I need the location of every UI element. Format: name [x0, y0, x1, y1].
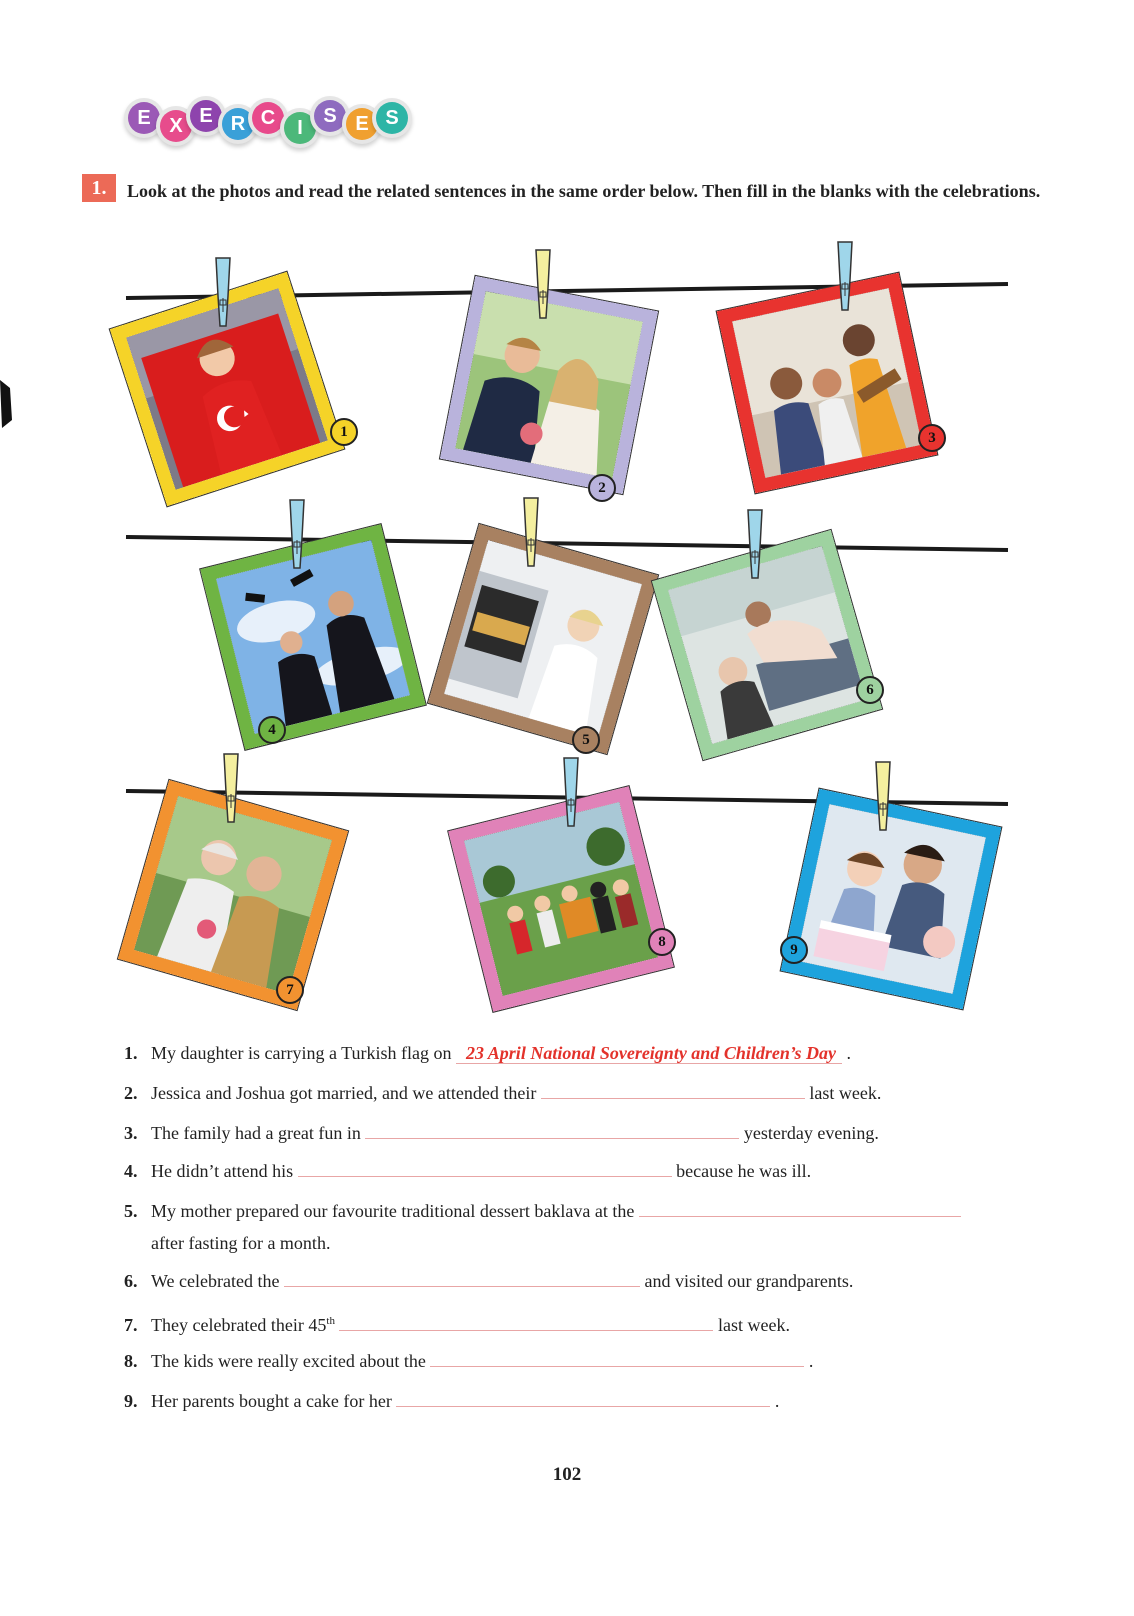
photo-number-badge: 2 — [588, 474, 616, 502]
photo-image — [464, 802, 658, 996]
question-number: 1. — [82, 174, 116, 202]
logo-letter-bubble: S — [314, 100, 346, 132]
photo-image — [796, 804, 986, 994]
sentence-text-before: Jessica and Joshua got married, and we attended their — [151, 1083, 537, 1103]
answer-blank[interactable] — [298, 1158, 672, 1177]
ordinal-suffix: th — [326, 1315, 335, 1327]
answer-blank[interactable] — [339, 1312, 713, 1331]
clothespin-icon — [522, 496, 540, 568]
sentence-number: 9. — [124, 1391, 138, 1411]
photo-number-badge: 1 — [330, 418, 358, 446]
sentence-text-before: The family had a great fun in — [151, 1123, 361, 1143]
sentence-continuation: after fasting for a month. — [151, 1233, 331, 1253]
sentence-text-before: He didn’t attend his — [151, 1161, 294, 1181]
logo-letter-bubble: E — [346, 108, 378, 140]
example-answer: 23 April National Sovereignty and Children’s Day — [456, 1043, 842, 1064]
photo-frame — [717, 273, 938, 494]
logo-letter-bubble: R — [222, 108, 254, 140]
photo-image — [732, 288, 922, 478]
page-number: 102 — [552, 1464, 582, 1485]
sentence-text-before: We celebrated the — [151, 1271, 280, 1291]
sentence-number: 3. — [124, 1123, 138, 1143]
question-instruction: Look at the photos and read the related sentences in the same order below. Then fill in the blanks with the celebrations. — [127, 181, 1041, 201]
photo-number-badge: 3 — [918, 424, 946, 452]
sentence-4 — [124, 1158, 811, 1184]
clothespin-icon — [222, 752, 240, 824]
photo-number-badge: 8 — [648, 928, 676, 956]
photo-number-badge: 9 — [780, 936, 808, 964]
sentence-text-after: last week. — [809, 1083, 882, 1103]
clothespin-icon — [746, 508, 764, 580]
sentence-text-after: and visited our grandparents. — [644, 1271, 854, 1291]
sentence-9 — [124, 1388, 779, 1414]
sentence-2 — [124, 1080, 881, 1106]
sentence-number: 5. — [124, 1201, 138, 1221]
photo-number-badge: 4 — [258, 716, 286, 744]
photo-number-badge: 7 — [276, 976, 304, 1004]
sentence-text-before: Her parents bought a cake for her — [151, 1391, 392, 1411]
photo-number-badge: 5 — [572, 726, 600, 754]
photo-friends-party — [717, 273, 938, 494]
answer-blank[interactable] — [541, 1080, 805, 1099]
sentence-7 — [124, 1308, 790, 1334]
clothespin-icon — [836, 240, 854, 312]
logo-letter-bubble: E — [128, 102, 160, 134]
sentence-text-after: . — [774, 1391, 780, 1411]
sentence-number: 7. — [124, 1315, 138, 1335]
sentence-number: 4. — [124, 1161, 138, 1181]
answer-blank[interactable] — [284, 1268, 640, 1287]
photo-image — [216, 540, 410, 734]
photo-image — [444, 540, 642, 738]
sentence-text-before: My daughter is carrying a Turkish flag on — [151, 1043, 456, 1063]
answer-blank[interactable] — [365, 1120, 739, 1139]
answer-blank[interactable] — [430, 1348, 804, 1367]
sentence-number: 1. — [124, 1043, 138, 1063]
sentence-number: 8. — [124, 1351, 138, 1371]
logo-letter-bubble: E — [190, 100, 222, 132]
sentence-text-after: last week. — [717, 1315, 790, 1335]
clothespin-icon — [288, 498, 306, 570]
sentence-text-after: because he was ill. — [676, 1161, 812, 1181]
sentence-5 — [124, 1198, 961, 1224]
answer-blank[interactable] — [396, 1388, 770, 1407]
clothespin-icon — [874, 760, 892, 832]
answer-blank[interactable] — [639, 1198, 961, 1217]
sentence-6 — [124, 1268, 853, 1294]
photo-image — [134, 796, 332, 994]
sentence-3 — [124, 1120, 879, 1146]
logo-letter-bubble: I — [284, 112, 316, 144]
sentence-text-before: My mother prepared our favourite traditional dessert baklava at the — [151, 1201, 635, 1221]
sentence-text-before: They celebrated their 45 — [151, 1315, 327, 1335]
sentence-number: 6. — [124, 1271, 138, 1291]
photo-number-badge: 6 — [856, 676, 884, 704]
logo-letter-bubble: S — [376, 102, 408, 134]
sentence-8 — [124, 1348, 813, 1374]
sentence-text-after: yesterday evening. — [743, 1123, 879, 1143]
sentence-text-before: The kids were really excited about the — [151, 1351, 426, 1371]
logo-letter-bubble: X — [160, 110, 192, 142]
photo-image — [668, 546, 866, 744]
sentence-number: 2. — [124, 1083, 138, 1103]
sentence-text-after: . — [808, 1351, 814, 1371]
sentence-text-after: . — [846, 1043, 851, 1063]
sentence-1 — [124, 1040, 851, 1066]
logo-letter-bubble: C — [252, 102, 284, 134]
clothespin-icon — [214, 256, 232, 328]
clothespin-icon — [534, 248, 552, 320]
clothespin-icon — [562, 756, 580, 828]
